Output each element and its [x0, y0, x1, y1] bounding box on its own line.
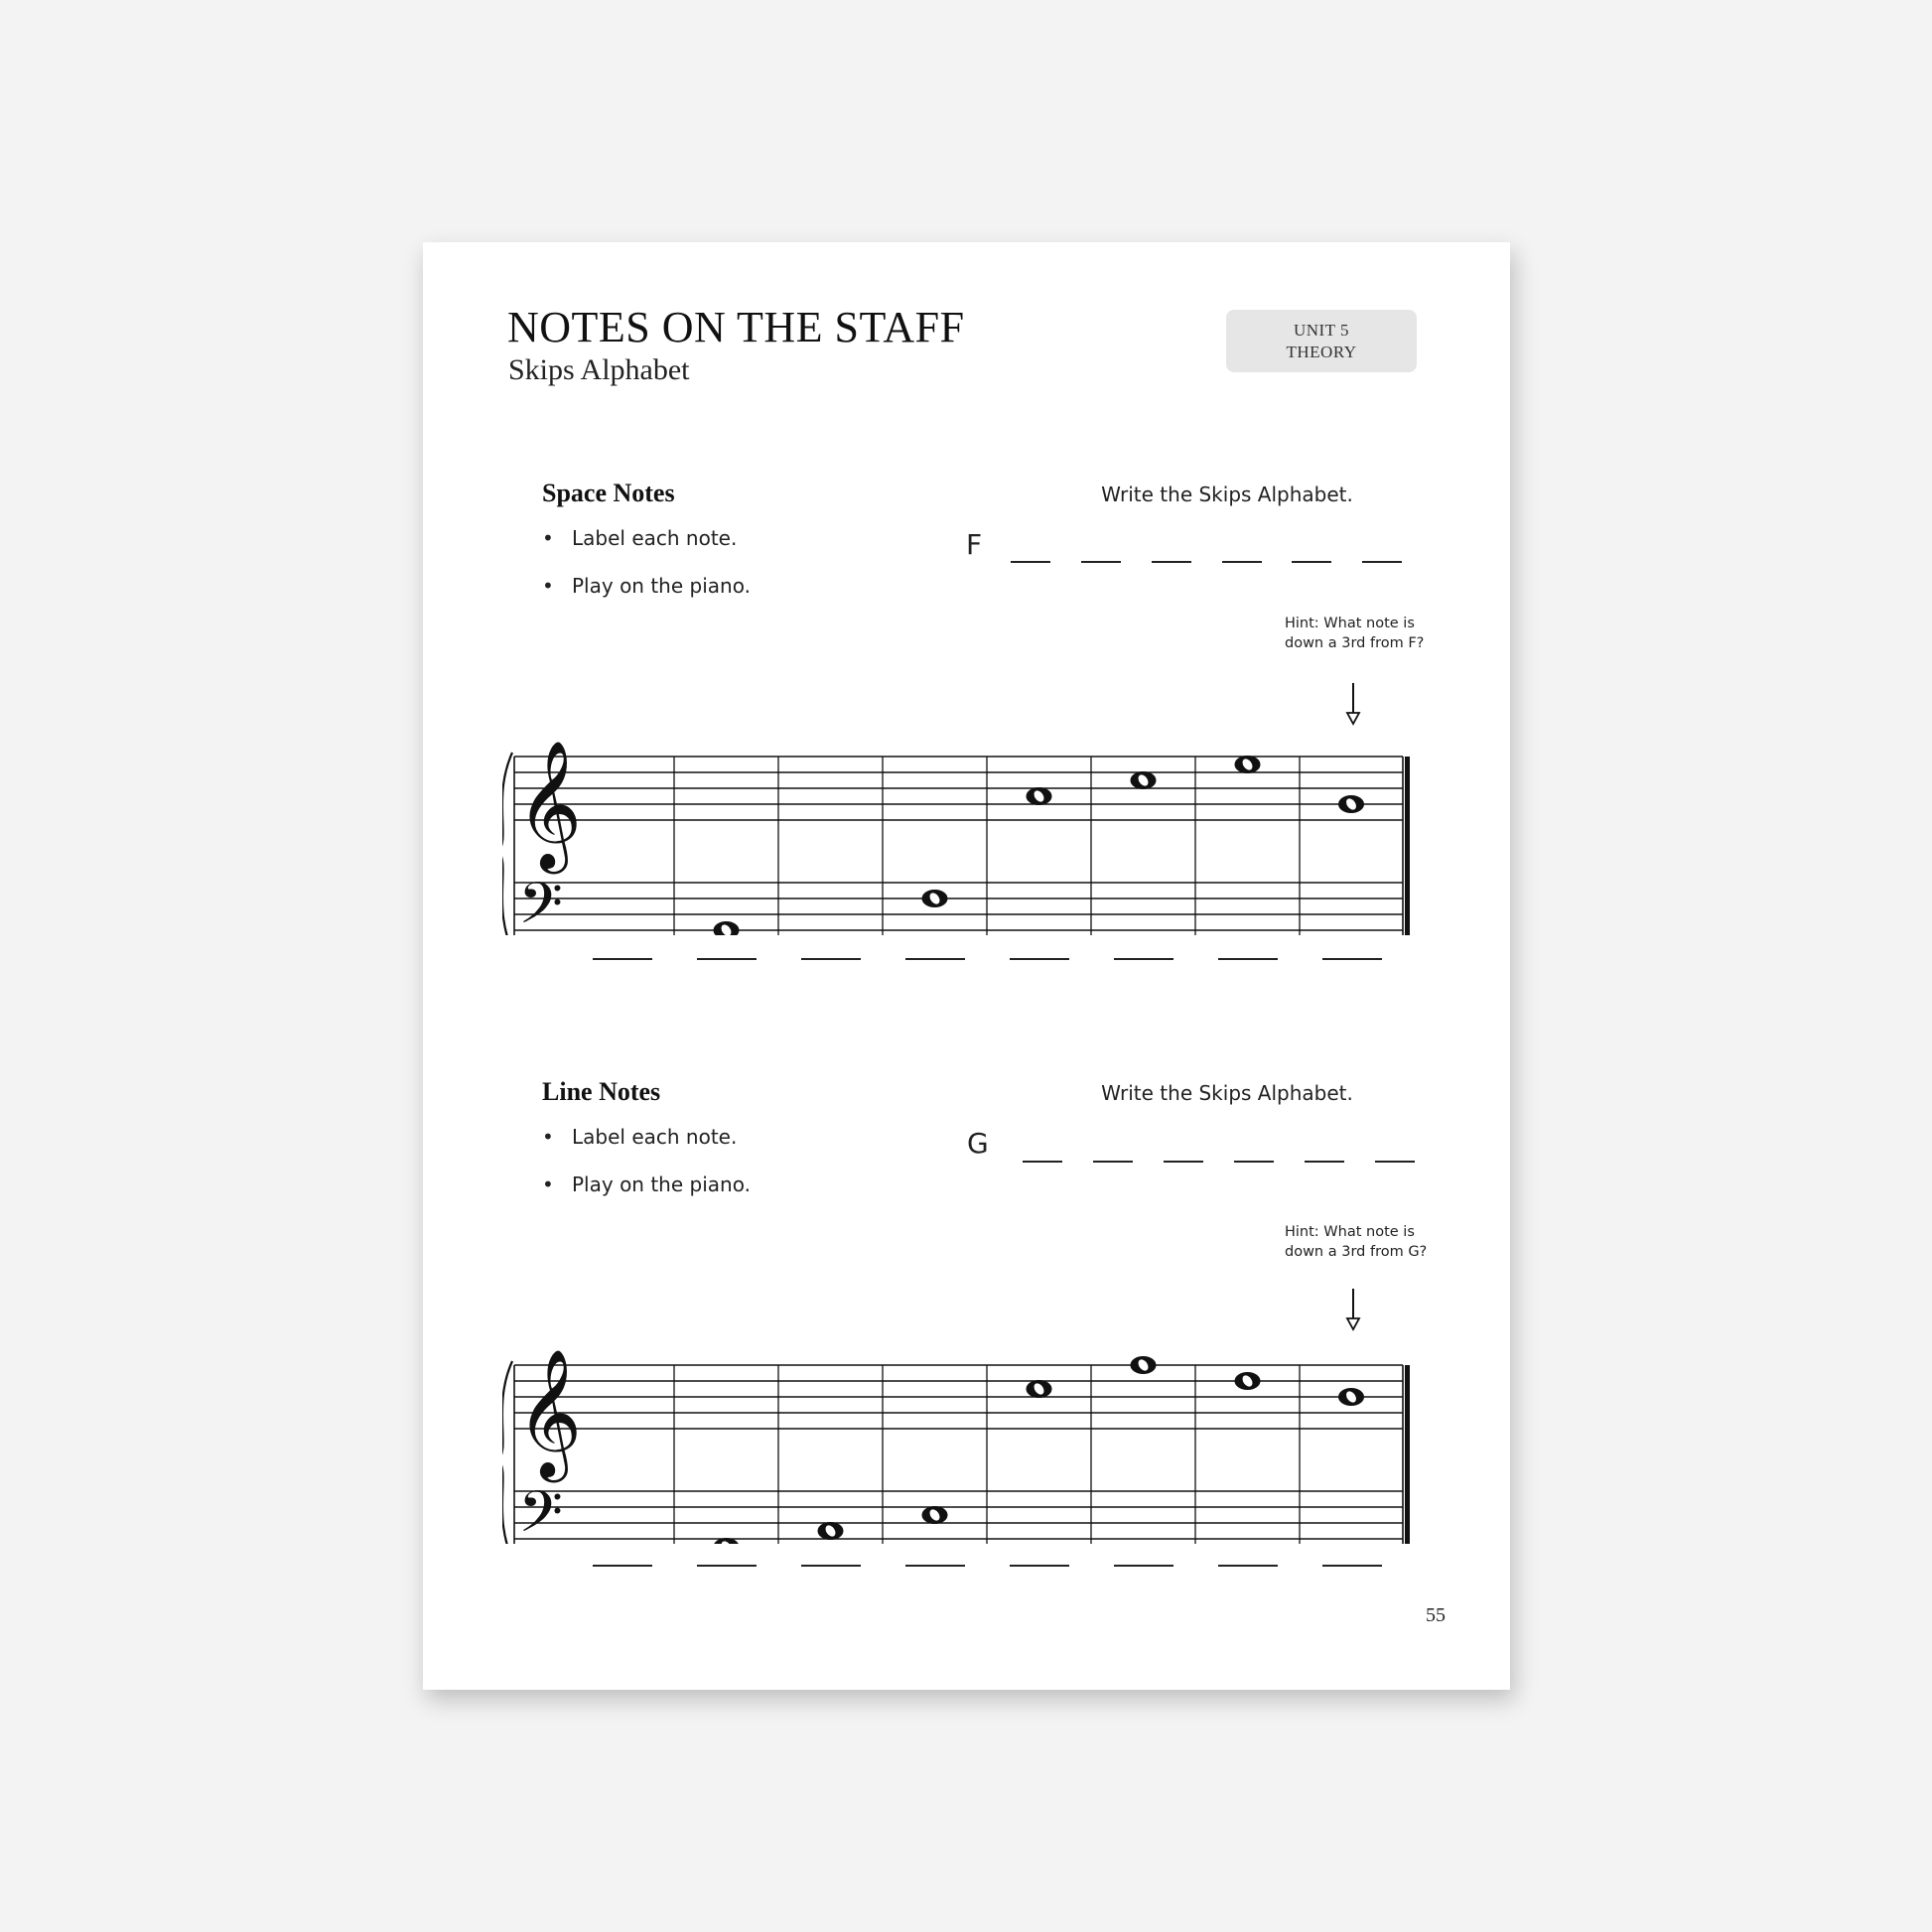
answer-blank[interactable] [801, 1565, 861, 1567]
answer-blank[interactable] [1010, 958, 1069, 960]
skips-instruction: Write the Skips Alphabet. [1101, 1081, 1353, 1105]
answer-blank[interactable] [1010, 1565, 1069, 1567]
answer-blank[interactable] [697, 1565, 757, 1567]
answer-blank[interactable] [697, 958, 757, 960]
letter-blank[interactable] [1011, 561, 1050, 563]
skips-instruction: Write the Skips Alphabet. [1101, 483, 1353, 506]
section-title: Line Notes [542, 1077, 661, 1106]
brace [502, 753, 512, 935]
treble-clef-icon: 𝄞 [516, 740, 583, 869]
letter-blank[interactable] [1292, 561, 1331, 563]
treble-clef-icon: 𝄞 [516, 1348, 583, 1477]
answer-blank[interactable] [1114, 1565, 1173, 1567]
hint-line: Hint: What note is [1285, 1224, 1415, 1240]
bullet-label: • Label each note. [542, 526, 751, 574]
letter-blank[interactable] [1222, 561, 1262, 563]
letter-blank[interactable] [1164, 1161, 1203, 1163]
answer-blank[interactable] [1218, 958, 1278, 960]
unit-label: UNIT 5 [1293, 320, 1350, 340]
letter-blank[interactable] [1152, 561, 1191, 563]
bass-clef-icon: 𝄢 [518, 870, 564, 935]
letter-blank[interactable] [1234, 1161, 1274, 1163]
page-subtitle: Skips Alphabet [508, 353, 690, 386]
answer-blank[interactable] [905, 1565, 965, 1567]
letter-blank[interactable] [1375, 1161, 1415, 1163]
worksheet-page [423, 242, 1510, 1690]
bass-clef-icon: 𝄢 [518, 1478, 564, 1544]
instruction-list [542, 526, 751, 621]
section-title: Space Notes [542, 479, 675, 507]
page-number: 55 [1426, 1604, 1446, 1626]
hint-text [1285, 1222, 1453, 1262]
final-barline-thick [1405, 757, 1410, 935]
letter-blank[interactable] [1362, 561, 1402, 563]
answer-blank[interactable] [801, 958, 861, 960]
unit-category: THEORY [1286, 342, 1357, 361]
answer-blank[interactable] [1114, 958, 1173, 960]
letter-blank[interactable] [1093, 1161, 1133, 1163]
answer-blank[interactable] [593, 958, 652, 960]
grand-staff [502, 677, 1495, 935]
instruction-list [542, 1125, 751, 1220]
page-title: NOTES ON THE STAFF [507, 303, 965, 351]
start-letter: F [966, 528, 983, 561]
bullet-label: • Label each note. [542, 1125, 751, 1173]
letter-blank[interactable] [1081, 561, 1121, 563]
start-letter: G [967, 1127, 989, 1160]
arrow-icon [1347, 683, 1359, 724]
letter-blank[interactable] [1023, 1161, 1062, 1163]
grand-staff [502, 1286, 1495, 1544]
hint-text [1285, 614, 1453, 653]
answer-blank[interactable] [593, 1565, 652, 1567]
brace [502, 1361, 512, 1544]
answer-blank[interactable] [1322, 958, 1382, 960]
hint-line: Hint: What note is [1285, 616, 1415, 631]
answer-blank[interactable] [905, 958, 965, 960]
letter-blank[interactable] [1305, 1161, 1344, 1163]
hint-line: down a 3rd from G? [1285, 1244, 1428, 1260]
bullet-play: • Play on the piano. [542, 1173, 751, 1220]
answer-blank[interactable] [1218, 1565, 1278, 1567]
final-barline-thick [1405, 1365, 1410, 1544]
answer-blank[interactable] [1322, 1565, 1382, 1567]
unit-badge [1226, 310, 1417, 372]
hint-line: down a 3rd from F? [1285, 635, 1425, 651]
bullet-play: • Play on the piano. [542, 574, 751, 621]
arrow-icon [1347, 1289, 1359, 1329]
